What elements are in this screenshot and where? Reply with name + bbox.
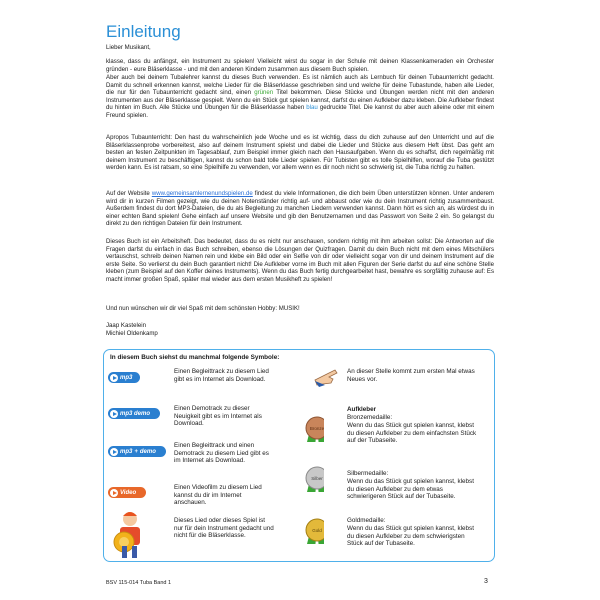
text-run: Titel bekommen. Diese Stücke und Übungen werden nicht mit den anderen Instrumenten aus der Bläserklasse gespielt. Wenn du ein Stück gut spielen kannst, darfst du einen Aufkleber dazu kleben. Die Aufkleber findest du hinten im Buch. Alle Stücke und Übungen für die Bläserklasse haben: [106, 89, 494, 112]
sticker-heading: Aufkleber: [347, 406, 377, 413]
author-1: Jaap Kastelein: [106, 322, 146, 329]
silver-title: Silbermedaille:: [347, 470, 389, 477]
new-description: An dieser Stelle kommt zum ersten Mal etwas Neues vor.: [347, 368, 475, 383]
badge-label: mp3: [120, 374, 133, 381]
paragraph-titles: [106, 74, 494, 120]
video-description: Einen Videofilm zu diesem Lied kannst du dir im Internet anschauen.: [174, 484, 262, 507]
footer-catalog: BSV 115-014 Tuba Band 1: [106, 580, 172, 586]
bronze-description: Wenn du das Stück gut spielen kannst, klebst du diesen Aufkleber zu dem einfachsten Stück auf der Tubaseite.: [347, 422, 477, 445]
silver-medal-icon: [304, 466, 324, 492]
pointing-hand-icon: [313, 368, 339, 388]
gold-description: Wenn du das Stück gut spielen kannst, klebst du diesen Aufkleber zu dem schwierigsten Stück auf der Tubaseite.: [347, 525, 474, 548]
paragraph-intro-a: klasse, dass du anfängst, ein Instrument zu spielen! Vielleicht wirst du sogar in der Schule mit deinen Klassenkameraden ein Orchester gründen - eure Bläserklasse - und mit den anderen Kindern zusammen aus diesem Buch spielen.: [106, 58, 494, 73]
paragraph-practice: Apropos Tubaunterricht: Den hast du wahrscheinlich jede Woche und es ist wichtig, dass du dich zuhause auf den Unterricht und auf die Bläserklassenprobe vorbereitest, also auf deinem Instrument spielst und dabei die Lieder und Stücke aus diesem Heft übst. Das geht am besten an festen Zeitpunkten im Tagesablauf, zum Beispiel immer gleich nach den Hausaufgaben. Wenn du es schaffst, dich regelmäßig mit deinem Instrument zu beschäftigen, kannst du schon bald tolle Lieder spielen. Für Tubisten gibt es tolle Spielhilfen, worauf die Tuba gestützt werden kann. Es ist ratsam, so eine Spielhilfe zu verwenden, vor allem wenn es dir noch nicht so schwierig ist, die Tuba richtig zu halten.: [106, 134, 494, 172]
medal-label: Silber: [311, 476, 323, 481]
solo-description: Dieses Lied oder dieses Spiel ist nur für dein Instrument gedacht und nicht für die Bläserklasse.: [174, 517, 274, 540]
play-icon: [110, 374, 118, 382]
text-run: gedruckte Titel. Die kannst du aber auch alleine oder mit einem Freund spielen.: [106, 104, 494, 119]
paragraph-workbook: Dieses Buch ist ein Arbeitsheft. Das bedeutet, dass du es nicht nur anschauen, sondern richtig mit ihm arbeiten sollst: Die Antworten auf die Fragen darfst du einfach in das Buch schreiben, ebenso die Lösungen der Quizfragen. Damit du dein Buch nicht mit dem eines Mitschülers vertauschst, schreib deinen Namen rein und klebe ein Bild oder ein Selfie von dir oder vielleicht sogar von dir und deinem Instrument auf die erste Seite. So verlierst du dein Buch garantiert nicht! Die Aufkleber vorne im Buch mit allen Figuren der Serie darfst du auf eine schöne Stelle kleben (zum Beispiel auf den Koffer deines Instruments). Wenn du das Buch fertig durchgearbeitet hast, bewahre es sorgfältig zuhause auf: Es macht immer großen Spaß, später mal wieder aus dem ersten Musikheft zu spielen!: [106, 238, 494, 283]
play-icon: [110, 489, 118, 497]
paragraph-intro: [106, 58, 494, 73]
both-description: Einen Begleittrack und einen Demotrack zu diesem Lied gibt es im Internet als Download.: [174, 442, 269, 465]
text-run: Aber auch bei deinem Tubalehrer kannst du dieses Buch verwenden. Es ist nämlich auch als Lernbuch für deinen Tubaunterricht gedacht. Damit du schnell erkennen kannst, welche Lieder für die Bläserklasse geschrieben sind und welche für deine Tubastunde, haben alle Lieder, die nur für den Tubaunterricht gedacht sind, einen: [106, 74, 494, 97]
play-icon: [110, 410, 118, 418]
page-number: 3: [484, 578, 488, 585]
gold-title: Goldmedaille:: [347, 517, 386, 524]
play-icon: [110, 448, 118, 456]
symbols-heading: In diesem Buch siehst du manchmal folgende Symbole:: [110, 354, 280, 361]
mp3-description: Einen Begleittrack zu diesem Lied gibt es im Internet als Download.: [174, 368, 269, 383]
website-link[interactable]: www.gemeinsamlernenundspielen.de: [151, 190, 253, 197]
medal-label: Bronze: [309, 426, 324, 431]
badge-label: mp3 demo: [120, 410, 151, 417]
bronze-medal-icon: [304, 416, 324, 442]
medal-label: Gold: [312, 528, 322, 533]
text-run: Auf der Website: [106, 190, 152, 197]
closing-line: Und nun wünschen wir dir viel Spaß mit dem schönsten Hobby: MUSIK!: [106, 305, 300, 312]
video-icon: [108, 487, 146, 498]
badge-label: demo: [139, 448, 156, 455]
blue-word: blau: [306, 104, 318, 112]
salutation: Lieber Musikant,: [106, 44, 151, 51]
mp3-demo-icon: [108, 408, 160, 419]
badge-label: mp3: [120, 448, 133, 455]
badge-label: Video: [120, 489, 137, 496]
demo-description: Einen Demotrack zu dieser Neuigkeit gibt es im Internet als Download.: [174, 405, 262, 428]
tuba-kid-icon: [106, 510, 148, 558]
gold-medal-icon: [304, 518, 324, 544]
silver-description: Wenn du das Stück gut spielen kannst, klebst du diesen Aufkleber zu dem etwas schwierigeren Stück auf der Tubaseite.: [347, 478, 474, 501]
mp3-plus-demo-icon: mp3 + demo: [108, 446, 166, 457]
paragraph-website: [106, 190, 494, 228]
green-word: grünen: [254, 89, 274, 97]
mp3-icon: [108, 372, 140, 383]
page-title: Einleitung: [106, 22, 181, 41]
text-run: findest du viele Informationen, die dich beim Üben unterstützen können. Unter anderem wird dir in kurzen Filmen gezeigt, wie du deinen Notenständer richtig auf- und abbaust oder wie du dein Instrument richtig zusammenbaust. Außerdem findest du dort MP3-Dateien, die du als Begleitung zu manchen Liedern verwenden kannst. Dann hört es sich an, als würdest du in einer echten Band spielen! Gehe einfach auf unsere Website und gib den Benutzernamen und das Passwort von Seite 2 ein. So gelangst du direkt zu den richtigen Dateien für dein Instrument.: [106, 190, 495, 228]
bronze-title: Bronzemedaille:: [347, 414, 393, 421]
author-2: Michiel Oldenkamp: [106, 330, 158, 337]
